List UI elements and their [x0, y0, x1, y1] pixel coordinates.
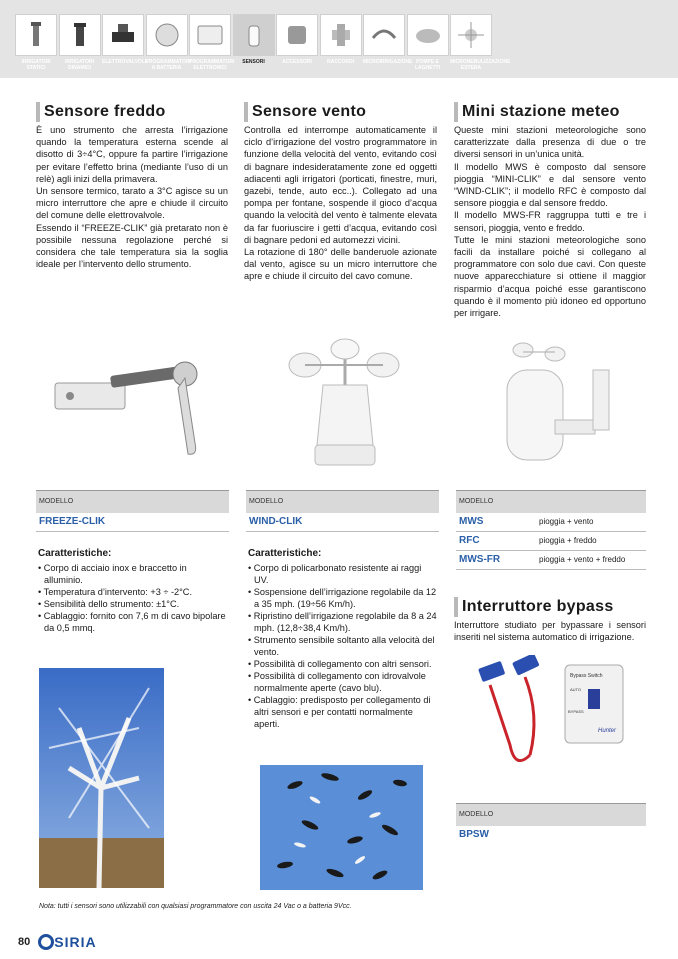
feature-item: • Corpo di policarbonato resistente ai raggi UV. [248, 562, 438, 586]
category-thumb [276, 14, 318, 56]
feature-item: • Sensibilità dello strumento: ±1°C. [38, 598, 228, 610]
category-thumb [15, 14, 57, 56]
features-title: Caratteristiche: [248, 548, 322, 559]
category-bar [0, 0, 678, 78]
category-tab[interactable] [15, 14, 57, 76]
bypass-body: Interruttore studiato per bypassare i sensori inseriti nel sistema automatico di irrigazione. [454, 620, 646, 643]
model-name: WIND-CLIK [246, 513, 439, 532]
siria-logo-icon [38, 934, 54, 950]
static-sprinkler-icon [21, 20, 51, 50]
cold-sensor-body [36, 124, 228, 270]
weather-station-model-table [456, 490, 646, 570]
bypass-box-bypass: BYPASS [568, 709, 584, 714]
table-row [456, 551, 646, 570]
paragraph: Il modello MWS-FR raggruppa tutti e tre i sensori, pioggia, vento e freddo. [454, 210, 646, 233]
model-name: RFC [459, 535, 480, 546]
category-tab[interactable] [276, 14, 318, 76]
category-label: MICROIRRIGAZIONE [363, 59, 413, 65]
category-tab[interactable] [450, 14, 511, 76]
paragraph: Essendo il “FREEZE-CLIK” già pretarato non è possibile nessuna regolazione perché si considera che tale temperatura sia la soglia ideale per l’intervento dello strumento. [36, 222, 228, 270]
bypass-title: Interruttore bypass [454, 597, 646, 617]
feature-item: • Strumento sensibile soltanto alla velocità del vento. [248, 634, 438, 658]
freeze-clik-model-table [36, 490, 229, 532]
mini-weather-station-image [485, 340, 625, 475]
category-thumb [450, 14, 492, 56]
paragraph: La rotazione di 180° delle banderuole azionate dal vento, agisce su un micro interruttore che apre e chiude il circuito del cavo comune. [244, 247, 437, 282]
category-label: POMPE E LAGHETTI [415, 59, 440, 71]
column-weather-station [454, 102, 646, 319]
model-desc: pioggia + vento [539, 517, 594, 526]
column-wind-sensor [244, 102, 437, 283]
feature-item: • Cablaggio: fornito con 7,6 m di cavo bipolare da 0,5 mmq. [38, 610, 228, 634]
rotor-sprinkler-icon [65, 20, 95, 50]
cold-sensor-title: Sensore freddo [36, 102, 228, 122]
category-thumb [59, 14, 101, 56]
category-thumb [146, 14, 188, 56]
bypass-model-table [456, 803, 646, 844]
paragraph: È uno strumento che arresta l’irrigazione quando la temperatura esterna scende al disotto di 3÷4°C, oppure fa partire l’irrigazione per evitare l’effetto brina (mediante l’uso di un relè) agli inizi della primavera. [36, 125, 228, 184]
category-thumb [189, 14, 231, 56]
paragraph: Il modello MWS è composto dal sensore pioggia “MINI-CLIK” e dal sensore vento “WIND-CLIK”; il modello RFC è composto dal sensore pioggia e dal sensore freddo. [454, 161, 646, 209]
table-row [456, 513, 646, 532]
weather-station-body [454, 124, 646, 319]
paragraph: Tutte le mini stazioni meteorologiche sono facili da installare poiché si collegano al programmatore con solo due cavi. Con queste nuove apparecchiature si ottiene il maggior risparmio d’acqua poiché esse garantiscono quando è il momento più idoneo ed opportuno per irrigare. [454, 234, 646, 319]
model-name: MWS [459, 516, 484, 527]
paragraph: Queste mini stazioni meteorologiche sono caratterizzate dalla presenza di due o tre diversi sensori in un’unica unità. [454, 125, 646, 160]
wind-clik-model-table [246, 490, 439, 532]
wind-sensor-title: Sensore vento [244, 102, 437, 122]
category-tab[interactable] [189, 14, 235, 76]
category-label: IRRIGATORI DINAMICI [65, 59, 94, 71]
sensor-icon [239, 20, 269, 50]
category-label: RACCORDI [327, 59, 354, 65]
battery-controller-icon [152, 20, 182, 50]
column-cold-sensor [36, 102, 228, 270]
freeze-clik-features [38, 548, 228, 634]
accessory-icon [282, 20, 312, 50]
category-tab[interactable] [363, 14, 413, 76]
bypass-box-auto: AUTO [570, 687, 582, 692]
paragraph: Un sensore termico, tarato a 3°C agisce su un micro interruttore che apre e chiude il circuito del comune delle elettrovalvole. [36, 186, 228, 221]
model-header: MODELLO [456, 491, 646, 513]
feature-item: • Cablaggio: predisposto per collegamento di altri sensori e per contatti normalmente aperti. [248, 694, 438, 730]
bypass-section [454, 597, 646, 643]
footnote: Nota: tutti i sensori sono utilizzabili con qualsiasi programmatore con uscita 24 Vac o a batteria 9Vcc. [39, 903, 352, 910]
model-header: MODELLO [36, 491, 229, 513]
page-number: 80 [18, 936, 31, 948]
category-thumb [363, 14, 405, 56]
drip-icon [369, 20, 399, 50]
model-name: MWS-FR [459, 554, 501, 565]
wind-clik-features [248, 548, 438, 730]
freeze-clik-image [50, 348, 220, 468]
category-thumb [407, 14, 449, 56]
table-row [456, 532, 646, 551]
valve-icon [108, 20, 138, 50]
mist-icon [456, 20, 486, 50]
bypass-switch-image [470, 655, 640, 780]
wind-leaves-photo [260, 765, 423, 890]
feature-item: • Possibilità di collegamento con altri sensori. [248, 658, 438, 670]
category-thumb [233, 14, 275, 56]
feature-item: • Possibilità di collegamento con idrovalvole normalmente aperte (cavo blu). [248, 670, 438, 694]
weather-station-title: Mini stazione meteo [454, 102, 646, 122]
category-tab[interactable] [102, 14, 149, 76]
brand-name: SIRIA [54, 934, 97, 950]
category-tab[interactable] [59, 14, 101, 76]
category-label: PROGRAMMATORI A BATTERIA [145, 59, 191, 71]
category-tab[interactable] [320, 14, 362, 76]
feature-item: • Sospensione dell’irrigazione regolabile da 12 a 35 mph. (19÷56 Km/h). [248, 586, 438, 610]
category-label: PROGRAMMATORI ELETTRONICI [189, 59, 235, 71]
category-thumb [102, 14, 144, 56]
category-label: ELETTROVALVOLE [102, 59, 149, 65]
bypass-box-brand: Hunter [598, 728, 617, 734]
bypass-box-title: Bypass Switch [570, 673, 603, 679]
feature-item: • Temperatura d’intervento: +3 ÷ -2°C. [38, 586, 228, 598]
model-header: MODELLO [246, 491, 439, 513]
wind-sensor-body [244, 124, 437, 283]
electronic-controller-icon [195, 20, 225, 50]
category-tab[interactable] [145, 14, 191, 76]
category-tab[interactable] [407, 14, 449, 76]
paragraph: Controlla ed interrompe automaticamente il ciclo d’irrigazione del vostro programmatore in funzione della velocità del vento, evitando così di bagnare indesideratamente zone ed oggetti adiacenti agli irrigatori (porticati, finestre, muri, gazebi, tende, auto ecc..). Collegato ad una pompa per fontane, sospende il gioco d’acqua quando la velocità del vento è talmente elevata da far fuoriuscire i getti d’acqua, evitando così di bagnare pedoni ed automezzi vicini. [244, 125, 437, 245]
category-label: MICRONEBULIZZAZIONE ESTERA [450, 59, 511, 71]
category-thumb [320, 14, 362, 56]
category-label: IRRIGATORI STATICI [21, 59, 51, 71]
page-footer [18, 934, 97, 950]
category-tab[interactable] [233, 14, 275, 76]
model-name: FREEZE-CLIK [36, 513, 229, 532]
frosty-tree-photo [39, 668, 164, 888]
pump-icon [413, 20, 443, 50]
model-desc: pioggia + vento + freddo [539, 555, 626, 564]
features-title: Caratteristiche: [38, 548, 112, 559]
wind-clik-image [275, 335, 415, 475]
feature-item: • Corpo di acciaio inox e braccetto in alluminio. [38, 562, 228, 586]
fitting-icon [326, 20, 356, 50]
model-header: MODELLO [456, 804, 646, 826]
category-label: ACCESSORI [282, 59, 312, 65]
model-desc: pioggia + freddo [539, 536, 597, 545]
feature-item: • Ripristino dell’irrigazione regolabile da 8 a 24 mph. (12,8÷38,4 Km/h). [248, 610, 438, 634]
category-label: SENSORI [242, 59, 265, 65]
model-name: BPSW [459, 829, 489, 840]
